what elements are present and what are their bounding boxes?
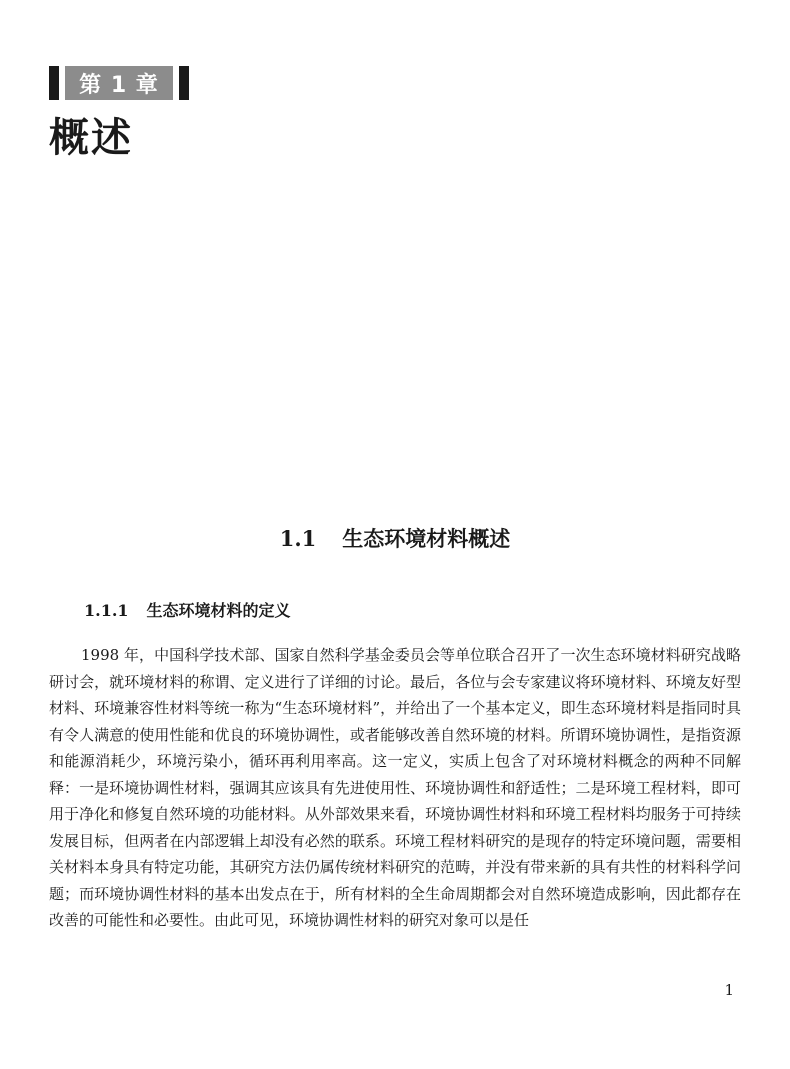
subsection-title: 生态环境材料的定义 xyxy=(146,601,291,620)
page-number: 1 xyxy=(724,981,734,999)
badge-right-bar xyxy=(179,66,189,100)
subsection-number: 1.1.1 xyxy=(84,601,129,620)
badge-left-bar xyxy=(49,66,59,100)
chapter-title: 概述 xyxy=(49,115,133,161)
section-number: 1.1 xyxy=(279,526,317,551)
body-paragraph: 1998 年，中国科学技术部、国家自然科学基金委员会等单位联合召开了一次生态环境材料研究战略研讨会，就环境材料的称谓、定义进行了详细的讨论。最后，各位与会专家建议将环境材料、环境友好型材料、环境兼容性材料等统一称为“生态环境材料”，并给出了一个基本定义，即生态环境材料是指同时具有令人满意的使用性能和优良的环境协调性，或者能够改善自然环境的材料。所谓环境协调性，是指资源和能源消耗少，环境污染小，循环再利用率高。这一定义，实质上包含了对环境材料概念的两种不同解释：一是环境协调性材料，强调其应该具有先进使用性、环境协调性和舒适性；二是环境工程材料，即可用于净化和修复自然环境的功能材料。从外部效果来看，环境协调性材料和环境工程材料均服务于可持续发展目标，但两者在内部逻辑上却没有必然的联系。环境工程材料研究的是现存的特定环境问题，需要相关材料本身具有特定功能，其研究方法仍属传统材料研究的范畴，并没有带来新的具有共性的材料科学问题；而环境协调性材料的基本出发点在于，所有材料的全生命周期都会对自然环境造成影响，因此都存在改善的可能性和必要性。由此可见，环境协调性材料的研究对象可以是任 xyxy=(49,646,741,929)
section-title: 生态环境材料概述 xyxy=(342,527,511,551)
chapter-badge xyxy=(49,66,189,100)
subsection-heading xyxy=(84,598,291,624)
chapter-number-label: 第 1 章 xyxy=(65,66,173,100)
section-heading xyxy=(0,522,790,556)
